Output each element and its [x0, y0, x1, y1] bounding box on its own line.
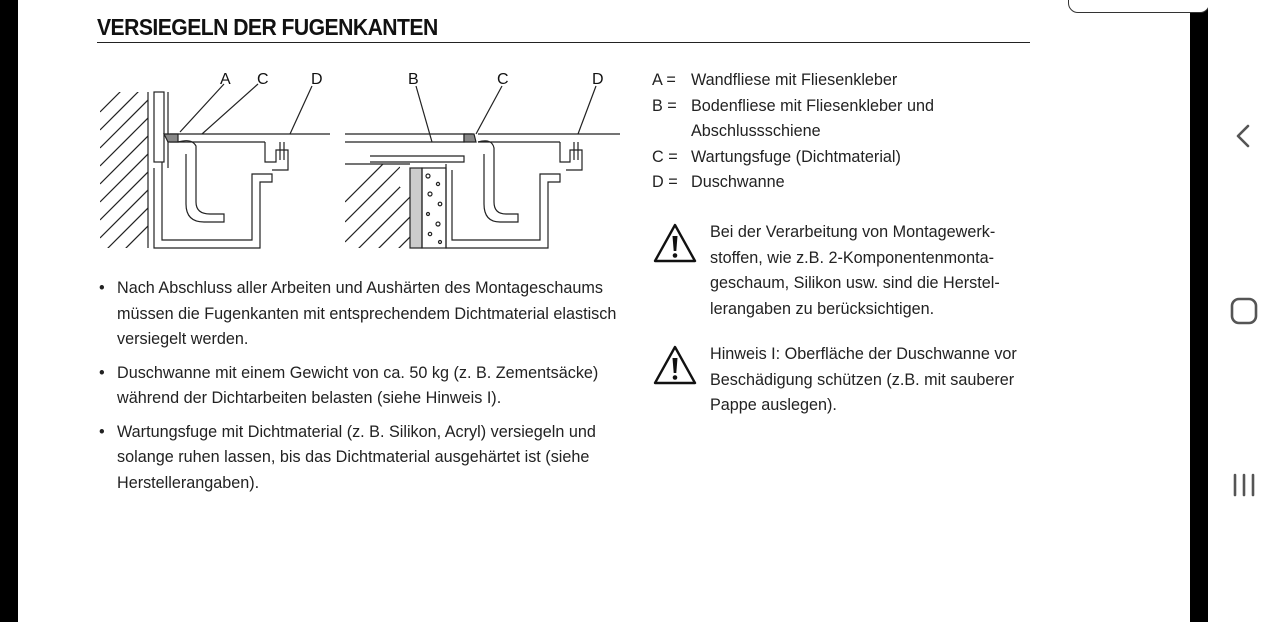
label-a: A	[220, 71, 231, 88]
legend-key: C =	[652, 147, 678, 166]
joint-section-diagram	[100, 62, 620, 252]
legend-value: Wandfliese mit Fliesenkleber	[691, 71, 898, 89]
label-d: D	[311, 71, 323, 88]
label-c: C	[257, 71, 269, 88]
legend-value: Wartungsfuge (Dichtmaterial)	[691, 147, 901, 166]
legend-key: D =	[652, 173, 678, 191]
hint-note	[652, 342, 1035, 419]
warning-note	[652, 220, 1035, 322]
wall-hatching	[100, 62, 160, 252]
recents-icon	[1226, 467, 1262, 503]
warning-text: Bei der Verarbeitung von Montagewerkstoffen, wie z.B. 2-Komponentenmontageschaum, Silikon usw. sind die Herstellerangaben zu berücksichtigen.	[710, 223, 1000, 318]
legend-key: A =	[652, 71, 676, 89]
label-c-right: C	[497, 71, 509, 88]
hint-text: Hinweis I: Oberfläche der Duschwanne vor Beschädigung schützen (z.B. mit sauberer Pappe auslegen).	[710, 345, 1017, 414]
legend-value: Bodenfliese mit Fliesenkleber und Abschlussschiene	[691, 96, 934, 140]
legend-item	[652, 170, 981, 196]
warning-icon	[652, 220, 710, 322]
label-d-right: D	[592, 71, 604, 88]
list-item: • Wartungsfuge mit Dichtmaterial (z. B. Silikon, Acryl) versiegeln und solange ruhen lassen, bis das Dichtmaterial ausgehärtet ist (siehe Herstellerangaben).	[97, 420, 617, 497]
legend-item	[652, 68, 981, 94]
wall-tile	[154, 92, 164, 162]
diagram-legend	[652, 68, 981, 196]
legend-key: B =	[652, 96, 677, 115]
title-divider	[97, 42, 1030, 43]
home-icon	[1226, 293, 1262, 329]
foam-block	[422, 168, 446, 248]
navigation-bar	[1208, 0, 1280, 622]
legend-value: Duschwanne	[691, 173, 785, 191]
legend-item	[652, 94, 981, 145]
chevron-left-icon	[1226, 118, 1262, 154]
insulation-strip	[410, 168, 422, 248]
page-title: VERSIEGELN DER FUGENKANTEN	[97, 14, 438, 40]
floating-tab[interactable]	[1068, 0, 1210, 13]
legend-item	[652, 145, 981, 171]
home-button[interactable]	[1226, 293, 1262, 329]
list-item: • Nach Abschluss aller Arbeiten und Aushärten des Montageschaums müssen die Fugenkanten mit entsprechendem Dichtmaterial elastisch versiegelt werden.	[97, 276, 617, 353]
back-button[interactable]	[1226, 118, 1262, 154]
label-b: B	[408, 71, 419, 88]
recents-button[interactable]	[1226, 467, 1262, 503]
warning-icon	[652, 342, 710, 419]
list-item: • Duschwanne mit einem Gewicht von ca. 50 kg (z. B. Zementsäcke) während der Dichtarbeiten belasten (siehe Hinweis I).	[97, 361, 617, 412]
instruction-list	[97, 276, 617, 504]
